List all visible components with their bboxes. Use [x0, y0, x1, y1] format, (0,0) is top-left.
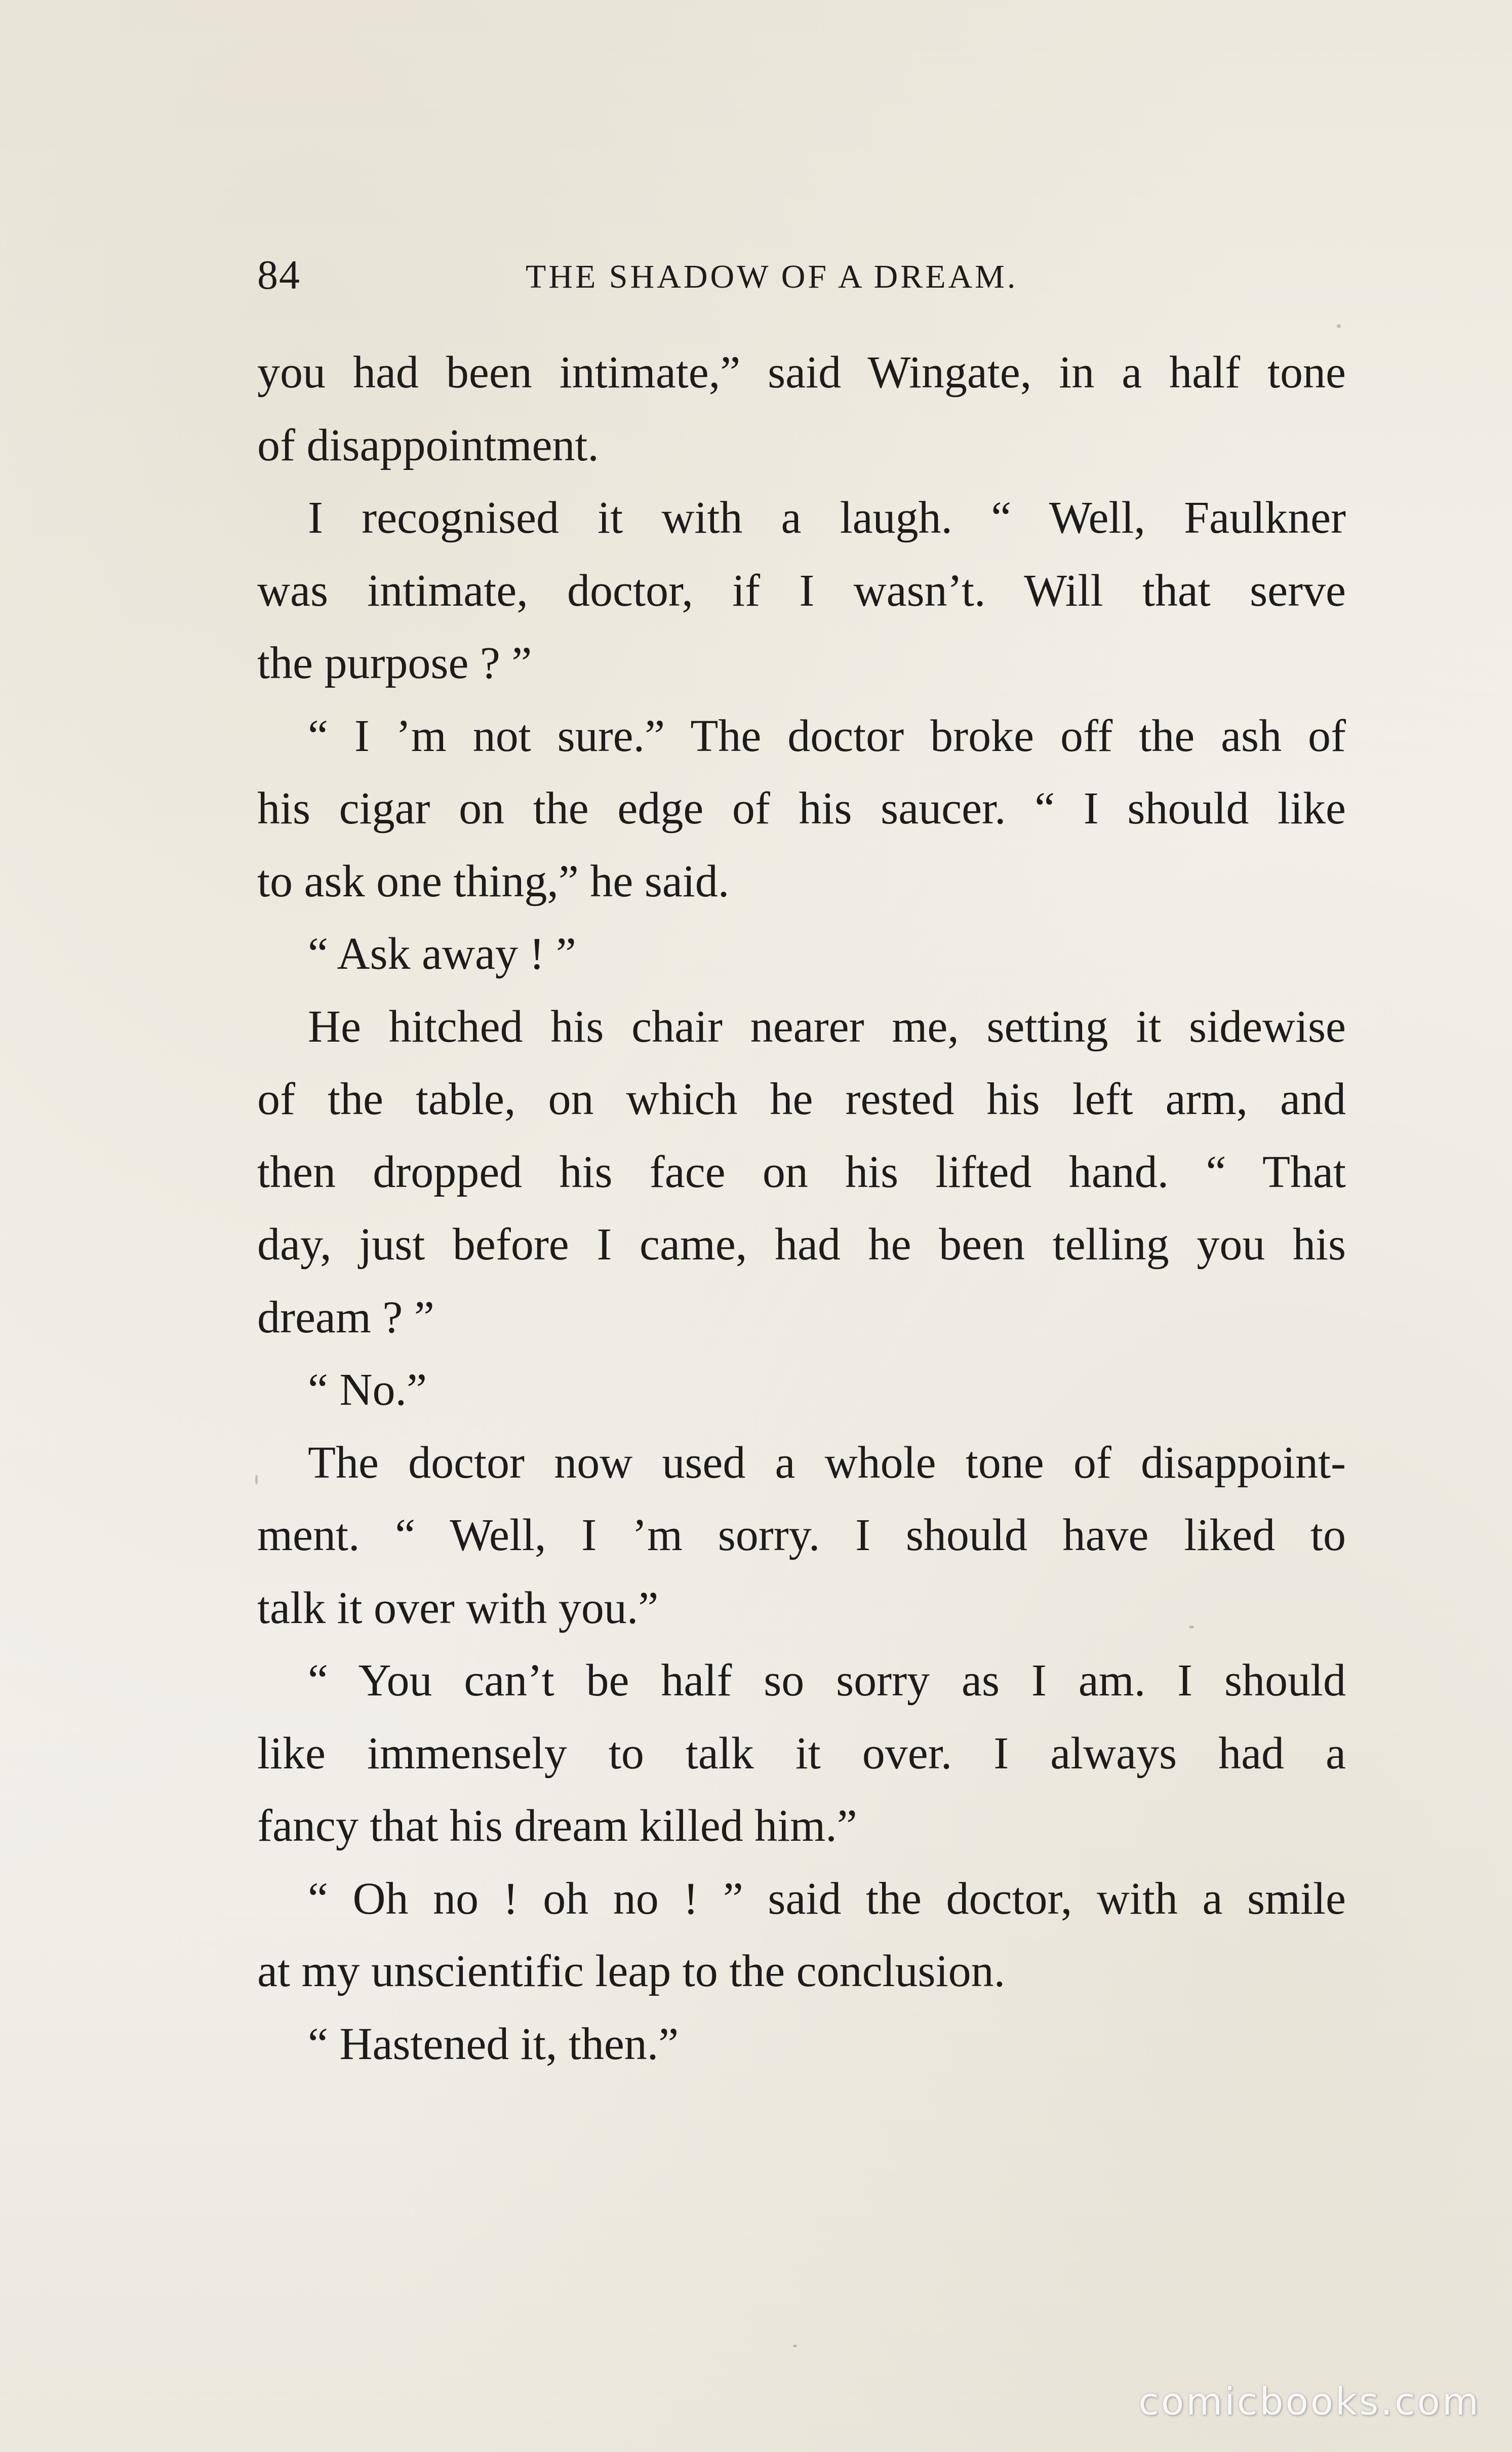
watermark: comicbooks.com [1138, 2380, 1481, 2424]
page-number: 84 [257, 252, 301, 298]
text-line: “ Ask away ! ” [308, 929, 576, 979]
text-line: ment. “ Well, I ’m sorry. I should have liked to [257, 1510, 1346, 1560]
running-title: THE SHADOW OF A DREAM. [526, 258, 1018, 295]
text-line: dream ? ” [257, 1292, 434, 1342]
text-line: then dropped his face on his lifted hand. “ That [257, 1146, 1346, 1197]
text-line: of disappointment. [257, 420, 599, 470]
text-line: at my unscientific leap to the conclusion. [257, 1946, 1006, 1996]
text-line: his cigar on the edge of his saucer. “ I should like [257, 783, 1346, 834]
running-head [257, 247, 1346, 303]
text-line: “ Oh no ! oh no ! ” said the doctor, with a smile [308, 1873, 1346, 1924]
text-line: day, just before I came, had he been telling you his [257, 1219, 1346, 1270]
text-line: I recognised it with a laugh. “ Well, Faulkner [308, 493, 1346, 543]
text-line: of the table, on which he rested his left arm, and [257, 1074, 1346, 1124]
paper-speck [255, 1475, 258, 1485]
paper-speck [1337, 324, 1341, 328]
text-line: “ You can’t be half so sorry as I am. I should [308, 1655, 1346, 1706]
text-line: He hitched his chair nearer me, setting it sidewise [308, 1001, 1346, 1052]
text-line: you had been intimate,” said Wingate, in a half tone [257, 347, 1346, 398]
text-line: “ No.” [308, 1365, 427, 1415]
text-line: talk it over with you.” [257, 1583, 659, 1633]
text-line: was intimate, doctor, if I wasn’t. Will that serve [257, 565, 1346, 616]
text-line: The doctor now used a whole tone of disappoint- [308, 1437, 1346, 1488]
text-line: fancy that his dream killed him.” [257, 1801, 857, 1851]
body-text [257, 336, 1346, 2080]
text-line: to ask one thing,” he said. [257, 856, 730, 906]
paper-speck [1189, 1626, 1194, 1629]
text-line: “ Hastened it, then.” [308, 2019, 679, 2069]
paper-speck [793, 2345, 797, 2347]
text-line: like immensely to talk it over. I always had a [257, 1728, 1346, 1778]
text-line: “ I ’m not sure.” The doctor broke off the ash of [308, 710, 1346, 761]
text-line: the purpose ? ” [257, 638, 532, 688]
